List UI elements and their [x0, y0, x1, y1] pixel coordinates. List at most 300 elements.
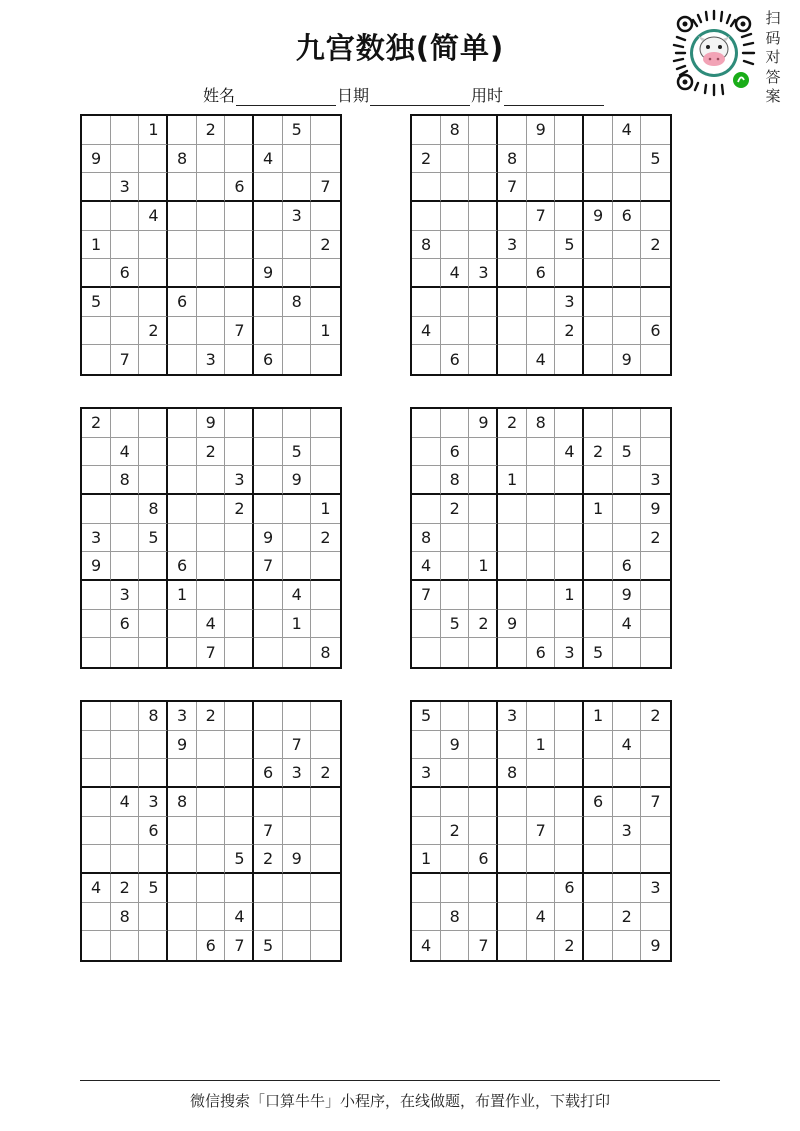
sudoku-cell[interactable]: 3	[111, 581, 140, 610]
sudoku-cell[interactable]	[527, 466, 556, 495]
sudoku-cell[interactable]	[412, 202, 441, 231]
sudoku-cell[interactable]	[527, 788, 556, 817]
sudoku-cell[interactable]	[311, 438, 340, 467]
sudoku-cell[interactable]	[441, 702, 470, 731]
sudoku-cell[interactable]	[584, 345, 613, 374]
sudoku-cell[interactable]	[469, 638, 498, 667]
sudoku-cell[interactable]	[139, 845, 168, 874]
sudoku-cell[interactable]: 4	[613, 116, 642, 145]
sudoku-cell[interactable]: 8	[412, 524, 441, 553]
sudoku-cell[interactable]	[641, 552, 670, 581]
sudoku-cell[interactable]	[555, 610, 584, 639]
sudoku-cell[interactable]	[527, 173, 556, 202]
sudoku-cell[interactable]	[584, 903, 613, 932]
sudoku-cell[interactable]: 9	[527, 116, 556, 145]
sudoku-cell[interactable]	[311, 259, 340, 288]
sudoku-cell[interactable]	[139, 931, 168, 960]
sudoku-cell[interactable]	[555, 552, 584, 581]
sudoku-cell[interactable]	[527, 552, 556, 581]
sudoku-cell[interactable]	[254, 466, 283, 495]
sudoku-cell[interactable]: 9	[168, 731, 197, 760]
sudoku-cell[interactable]	[283, 638, 312, 667]
sudoku-cell[interactable]	[498, 903, 527, 932]
sudoku-cell[interactable]	[168, 345, 197, 374]
sudoku-cell[interactable]	[225, 438, 254, 467]
sudoku-cell[interactable]: 2	[82, 409, 111, 438]
sudoku-cell[interactable]	[197, 759, 226, 788]
sudoku-cell[interactable]	[197, 288, 226, 317]
sudoku-cell[interactable]	[469, 788, 498, 817]
sudoku-cell[interactable]	[584, 173, 613, 202]
sudoku-cell[interactable]: 3	[641, 874, 670, 903]
sudoku-cell[interactable]	[555, 817, 584, 846]
sudoku-cell[interactable]: 6	[111, 259, 140, 288]
sudoku-cell[interactable]	[498, 317, 527, 346]
sudoku-cell[interactable]	[82, 173, 111, 202]
sudoku-cell[interactable]: 8	[139, 702, 168, 731]
sudoku-cell[interactable]	[82, 702, 111, 731]
sudoku-cell[interactable]	[82, 610, 111, 639]
sudoku-cell[interactable]: 9	[254, 259, 283, 288]
sudoku-cell[interactable]	[254, 874, 283, 903]
sudoku-cell[interactable]: 9	[584, 202, 613, 231]
sudoku-cell[interactable]: 3	[498, 702, 527, 731]
sudoku-cell[interactable]	[527, 145, 556, 174]
sudoku-cell[interactable]	[555, 173, 584, 202]
sudoku-cell[interactable]	[111, 817, 140, 846]
sudoku-cell[interactable]	[225, 409, 254, 438]
sudoku-cell[interactable]	[111, 731, 140, 760]
sudoku-cell[interactable]	[168, 845, 197, 874]
sudoku-cell[interactable]: 2	[441, 817, 470, 846]
sudoku-cell[interactable]: 9	[613, 345, 642, 374]
sudoku-cell[interactable]	[527, 231, 556, 260]
sudoku-cell[interactable]: 5	[641, 145, 670, 174]
sudoku-cell[interactable]: 2	[412, 145, 441, 174]
sudoku-cell[interactable]: 2	[139, 317, 168, 346]
sudoku-cell[interactable]: 1	[168, 581, 197, 610]
sudoku-cell[interactable]	[283, 317, 312, 346]
sudoku-cell[interactable]: 2	[311, 524, 340, 553]
sudoku-cell[interactable]: 6	[197, 931, 226, 960]
sudoku-cell[interactable]: 4	[527, 345, 556, 374]
sudoku-cell[interactable]	[641, 903, 670, 932]
sudoku-cell[interactable]	[613, 145, 642, 174]
sudoku-cell[interactable]: 7	[498, 173, 527, 202]
sudoku-cell[interactable]: 9	[283, 845, 312, 874]
sudoku-cell[interactable]: 4	[82, 874, 111, 903]
sudoku-cell[interactable]	[584, 759, 613, 788]
sudoku-cell[interactable]: 1	[469, 552, 498, 581]
sudoku-cell[interactable]: 3	[555, 288, 584, 317]
sudoku-cell[interactable]	[197, 231, 226, 260]
sudoku-cell[interactable]	[139, 345, 168, 374]
sudoku-cell[interactable]: 4	[412, 317, 441, 346]
sudoku-cell[interactable]: 6	[254, 345, 283, 374]
sudoku-cell[interactable]	[111, 845, 140, 874]
sudoku-cell[interactable]	[441, 874, 470, 903]
sudoku-cell[interactable]	[168, 231, 197, 260]
sudoku-cell[interactable]: 8	[441, 466, 470, 495]
sudoku-cell[interactable]: 2	[555, 317, 584, 346]
sudoku-cell[interactable]	[197, 173, 226, 202]
sudoku-cell[interactable]	[225, 874, 254, 903]
sudoku-cell[interactable]	[254, 116, 283, 145]
sudoku-cell[interactable]	[311, 409, 340, 438]
sudoku-cell[interactable]	[613, 466, 642, 495]
sudoku-cell[interactable]	[555, 466, 584, 495]
sudoku-cell[interactable]	[168, 317, 197, 346]
sudoku-cell[interactable]: 8	[111, 466, 140, 495]
sudoku-cell[interactable]	[311, 788, 340, 817]
sudoku-cell[interactable]: 3	[82, 524, 111, 553]
sudoku-cell[interactable]	[139, 145, 168, 174]
sudoku-cell[interactable]	[584, 524, 613, 553]
sudoku-cell[interactable]: 3	[168, 702, 197, 731]
sudoku-cell[interactable]	[311, 581, 340, 610]
sudoku-cell[interactable]: 6	[613, 202, 642, 231]
sudoku-cell[interactable]	[641, 288, 670, 317]
sudoku-cell[interactable]	[412, 903, 441, 932]
sudoku-cell[interactable]	[584, 288, 613, 317]
sudoku-cell[interactable]: 4	[254, 145, 283, 174]
sudoku-cell[interactable]	[197, 903, 226, 932]
sudoku-cell[interactable]: 2	[584, 438, 613, 467]
sudoku-cell[interactable]: 5	[555, 231, 584, 260]
sudoku-cell[interactable]: 3	[469, 259, 498, 288]
sudoku-cell[interactable]	[283, 874, 312, 903]
sudoku-cell[interactable]	[197, 524, 226, 553]
sudoku-cell[interactable]: 3	[139, 788, 168, 817]
sudoku-cell[interactable]	[527, 524, 556, 553]
sudoku-cell[interactable]	[441, 231, 470, 260]
sudoku-cell[interactable]	[197, 581, 226, 610]
sudoku-cell[interactable]: 5	[283, 438, 312, 467]
sudoku-cell[interactable]	[168, 638, 197, 667]
sudoku-cell[interactable]: 7	[641, 788, 670, 817]
sudoku-cell[interactable]	[469, 145, 498, 174]
sudoku-cell[interactable]	[412, 788, 441, 817]
sudoku-cell[interactable]: 4	[225, 903, 254, 932]
sudoku-cell[interactable]: 4	[412, 552, 441, 581]
sudoku-cell[interactable]	[527, 438, 556, 467]
sudoku-cell[interactable]	[254, 638, 283, 667]
sudoku-cell[interactable]: 6	[613, 552, 642, 581]
sudoku-cell[interactable]	[412, 173, 441, 202]
sudoku-cell[interactable]	[527, 874, 556, 903]
sudoku-cell[interactable]: 1	[82, 231, 111, 260]
sudoku-cell[interactable]: 9	[498, 610, 527, 639]
sudoku-cell[interactable]	[469, 702, 498, 731]
sudoku-cell[interactable]	[111, 524, 140, 553]
sudoku-cell[interactable]	[283, 903, 312, 932]
sudoku-cell[interactable]	[613, 524, 642, 553]
sudoku-cell[interactable]: 6	[469, 845, 498, 874]
sudoku-cell[interactable]	[225, 345, 254, 374]
sudoku-cell[interactable]	[498, 259, 527, 288]
sudoku-cell[interactable]: 1	[584, 702, 613, 731]
sudoku-cell[interactable]: 7	[225, 317, 254, 346]
sudoku-cell[interactable]	[469, 817, 498, 846]
sudoku-cell[interactable]	[139, 173, 168, 202]
sudoku-cell[interactable]	[498, 552, 527, 581]
sudoku-cell[interactable]	[225, 731, 254, 760]
date-field[interactable]	[370, 89, 470, 106]
sudoku-cell[interactable]	[225, 202, 254, 231]
sudoku-cell[interactable]	[527, 288, 556, 317]
sudoku-cell[interactable]	[469, 731, 498, 760]
sudoku-cell[interactable]	[82, 581, 111, 610]
sudoku-cell[interactable]	[139, 759, 168, 788]
sudoku-cell[interactable]	[555, 759, 584, 788]
sudoku-cell[interactable]	[82, 438, 111, 467]
sudoku-cell[interactable]	[527, 610, 556, 639]
sudoku-cell[interactable]	[111, 638, 140, 667]
sudoku-cell[interactable]	[584, 610, 613, 639]
sudoku-cell[interactable]: 1	[498, 466, 527, 495]
sudoku-cell[interactable]	[311, 345, 340, 374]
sudoku-cell[interactable]	[469, 495, 498, 524]
sudoku-cell[interactable]	[168, 202, 197, 231]
sudoku-cell[interactable]	[82, 931, 111, 960]
sudoku-cell[interactable]: 1	[412, 845, 441, 874]
sudoku-cell[interactable]: 3	[283, 759, 312, 788]
sudoku-cell[interactable]	[311, 466, 340, 495]
sudoku-cell[interactable]	[469, 466, 498, 495]
sudoku-cell[interactable]	[283, 173, 312, 202]
sudoku-cell[interactable]	[168, 409, 197, 438]
sudoku-cell[interactable]: 3	[555, 638, 584, 667]
sudoku-cell[interactable]	[311, 145, 340, 174]
sudoku-cell[interactable]	[555, 702, 584, 731]
sudoku-cell[interactable]	[555, 788, 584, 817]
sudoku-cell[interactable]	[412, 874, 441, 903]
name-field[interactable]	[236, 89, 336, 106]
sudoku-cell[interactable]: 5	[584, 638, 613, 667]
sudoku-cell[interactable]	[139, 288, 168, 317]
sudoku-cell[interactable]	[527, 931, 556, 960]
sudoku-cell[interactable]	[139, 466, 168, 495]
sudoku-cell[interactable]	[441, 145, 470, 174]
sudoku-cell[interactable]: 9	[469, 409, 498, 438]
sudoku-cell[interactable]	[225, 788, 254, 817]
sudoku-cell[interactable]	[441, 788, 470, 817]
sudoku-cell[interactable]: 8	[498, 145, 527, 174]
sudoku-cell[interactable]	[412, 817, 441, 846]
sudoku-cell[interactable]	[555, 345, 584, 374]
sudoku-cell[interactable]	[641, 438, 670, 467]
sudoku-cell[interactable]	[441, 581, 470, 610]
sudoku-cell[interactable]: 7	[527, 202, 556, 231]
sudoku-cell[interactable]	[555, 202, 584, 231]
sudoku-cell[interactable]	[441, 759, 470, 788]
sudoku-cell[interactable]	[197, 788, 226, 817]
time-field[interactable]	[504, 89, 604, 106]
sudoku-cell[interactable]: 9	[441, 731, 470, 760]
sudoku-cell[interactable]: 4	[527, 903, 556, 932]
sudoku-cell[interactable]: 4	[197, 610, 226, 639]
sudoku-cell[interactable]	[168, 610, 197, 639]
sudoku-cell[interactable]	[469, 202, 498, 231]
sudoku-cell[interactable]: 5	[139, 874, 168, 903]
sudoku-cell[interactable]	[469, 759, 498, 788]
sudoku-cell[interactable]	[613, 317, 642, 346]
sudoku-cell[interactable]	[584, 581, 613, 610]
sudoku-cell[interactable]: 5	[225, 845, 254, 874]
sudoku-cell[interactable]	[197, 552, 226, 581]
sudoku-cell[interactable]	[168, 759, 197, 788]
sudoku-cell[interactable]	[441, 202, 470, 231]
sudoku-cell[interactable]	[225, 638, 254, 667]
sudoku-cell[interactable]	[82, 759, 111, 788]
sudoku-cell[interactable]	[584, 466, 613, 495]
sudoku-cell[interactable]	[82, 845, 111, 874]
sudoku-cell[interactable]	[82, 345, 111, 374]
sudoku-cell[interactable]	[197, 202, 226, 231]
sudoku-cell[interactable]: 2	[441, 495, 470, 524]
sudoku-cell[interactable]	[613, 845, 642, 874]
sudoku-cell[interactable]	[498, 116, 527, 145]
sudoku-cell[interactable]	[82, 259, 111, 288]
sudoku-cell[interactable]	[441, 317, 470, 346]
sudoku-cell[interactable]: 2	[225, 495, 254, 524]
sudoku-cell[interactable]	[111, 702, 140, 731]
sudoku-cell[interactable]	[641, 581, 670, 610]
sudoku-cell[interactable]	[197, 874, 226, 903]
sudoku-cell[interactable]: 9	[641, 495, 670, 524]
sudoku-cell[interactable]	[584, 931, 613, 960]
sudoku-cell[interactable]	[498, 817, 527, 846]
sudoku-cell[interactable]	[641, 409, 670, 438]
sudoku-cell[interactable]	[111, 409, 140, 438]
sudoku-cell[interactable]: 2	[555, 931, 584, 960]
sudoku-cell[interactable]	[168, 495, 197, 524]
sudoku-cell[interactable]	[613, 788, 642, 817]
sudoku-cell[interactable]: 9	[613, 581, 642, 610]
sudoku-cell[interactable]	[168, 817, 197, 846]
sudoku-cell[interactable]	[139, 552, 168, 581]
sudoku-cell[interactable]	[168, 438, 197, 467]
sudoku-cell[interactable]	[254, 731, 283, 760]
sudoku-cell[interactable]	[111, 116, 140, 145]
sudoku-cell[interactable]	[283, 145, 312, 174]
sudoku-cell[interactable]: 3	[613, 817, 642, 846]
sudoku-cell[interactable]	[412, 409, 441, 438]
sudoku-cell[interactable]	[412, 438, 441, 467]
sudoku-cell[interactable]	[412, 288, 441, 317]
sudoku-cell[interactable]: 6	[254, 759, 283, 788]
sudoku-cell[interactable]: 8	[283, 288, 312, 317]
sudoku-cell[interactable]	[555, 116, 584, 145]
sudoku-cell[interactable]	[641, 845, 670, 874]
sudoku-cell[interactable]	[111, 759, 140, 788]
sudoku-cell[interactable]	[254, 581, 283, 610]
sudoku-cell[interactable]	[469, 288, 498, 317]
sudoku-cell[interactable]	[584, 845, 613, 874]
sudoku-cell[interactable]	[311, 845, 340, 874]
sudoku-cell[interactable]	[441, 173, 470, 202]
sudoku-cell[interactable]: 5	[254, 931, 283, 960]
sudoku-cell[interactable]: 3	[197, 345, 226, 374]
sudoku-cell[interactable]	[469, 524, 498, 553]
sudoku-cell[interactable]: 6	[111, 610, 140, 639]
sudoku-cell[interactable]	[225, 288, 254, 317]
sudoku-cell[interactable]	[197, 731, 226, 760]
sudoku-cell[interactable]	[498, 288, 527, 317]
sudoku-cell[interactable]	[111, 495, 140, 524]
sudoku-cell[interactable]	[641, 259, 670, 288]
sudoku-cell[interactable]	[412, 610, 441, 639]
sudoku-cell[interactable]	[111, 552, 140, 581]
sudoku-cell[interactable]	[311, 931, 340, 960]
sudoku-cell[interactable]: 6	[584, 788, 613, 817]
sudoku-cell[interactable]	[197, 466, 226, 495]
sudoku-cell[interactable]	[82, 317, 111, 346]
sudoku-cell[interactable]: 2	[254, 845, 283, 874]
sudoku-cell[interactable]	[469, 231, 498, 260]
sudoku-cell[interactable]	[641, 173, 670, 202]
sudoku-cell[interactable]: 9	[254, 524, 283, 553]
sudoku-cell[interactable]	[139, 610, 168, 639]
sudoku-cell[interactable]	[254, 495, 283, 524]
sudoku-cell[interactable]	[254, 202, 283, 231]
sudoku-cell[interactable]	[527, 581, 556, 610]
sudoku-cell[interactable]	[613, 874, 642, 903]
sudoku-cell[interactable]: 7	[197, 638, 226, 667]
sudoku-cell[interactable]	[498, 495, 527, 524]
sudoku-cell[interactable]	[555, 845, 584, 874]
sudoku-cell[interactable]	[311, 903, 340, 932]
sudoku-cell[interactable]: 2	[311, 231, 340, 260]
sudoku-cell[interactable]	[311, 731, 340, 760]
sudoku-cell[interactable]	[469, 173, 498, 202]
sudoku-cell[interactable]	[412, 731, 441, 760]
sudoku-cell[interactable]	[82, 731, 111, 760]
sudoku-cell[interactable]: 8	[441, 903, 470, 932]
sudoku-cell[interactable]	[613, 409, 642, 438]
sudoku-cell[interactable]	[225, 759, 254, 788]
sudoku-cell[interactable]: 2	[641, 702, 670, 731]
sudoku-cell[interactable]	[412, 638, 441, 667]
sudoku-cell[interactable]: 2	[641, 231, 670, 260]
sudoku-cell[interactable]	[527, 495, 556, 524]
sudoku-cell[interactable]: 2	[498, 409, 527, 438]
sudoku-cell[interactable]	[311, 202, 340, 231]
sudoku-cell[interactable]	[225, 145, 254, 174]
sudoku-cell[interactable]	[584, 259, 613, 288]
sudoku-cell[interactable]	[527, 317, 556, 346]
sudoku-cell[interactable]	[225, 231, 254, 260]
sudoku-cell[interactable]	[283, 788, 312, 817]
sudoku-cell[interactable]	[311, 874, 340, 903]
sudoku-cell[interactable]	[254, 173, 283, 202]
sudoku-cell[interactable]	[641, 638, 670, 667]
sudoku-cell[interactable]	[225, 116, 254, 145]
sudoku-cell[interactable]	[283, 931, 312, 960]
sudoku-cell[interactable]: 2	[469, 610, 498, 639]
sudoku-cell[interactable]: 9	[82, 145, 111, 174]
sudoku-cell[interactable]	[168, 466, 197, 495]
sudoku-cell[interactable]: 6	[527, 638, 556, 667]
sudoku-cell[interactable]	[584, 731, 613, 760]
sudoku-cell[interactable]: 3	[225, 466, 254, 495]
sudoku-cell[interactable]	[555, 145, 584, 174]
sudoku-cell[interactable]: 6	[527, 259, 556, 288]
sudoku-cell[interactable]: 7	[412, 581, 441, 610]
sudoku-cell[interactable]	[441, 409, 470, 438]
sudoku-cell[interactable]	[311, 817, 340, 846]
sudoku-cell[interactable]	[283, 524, 312, 553]
